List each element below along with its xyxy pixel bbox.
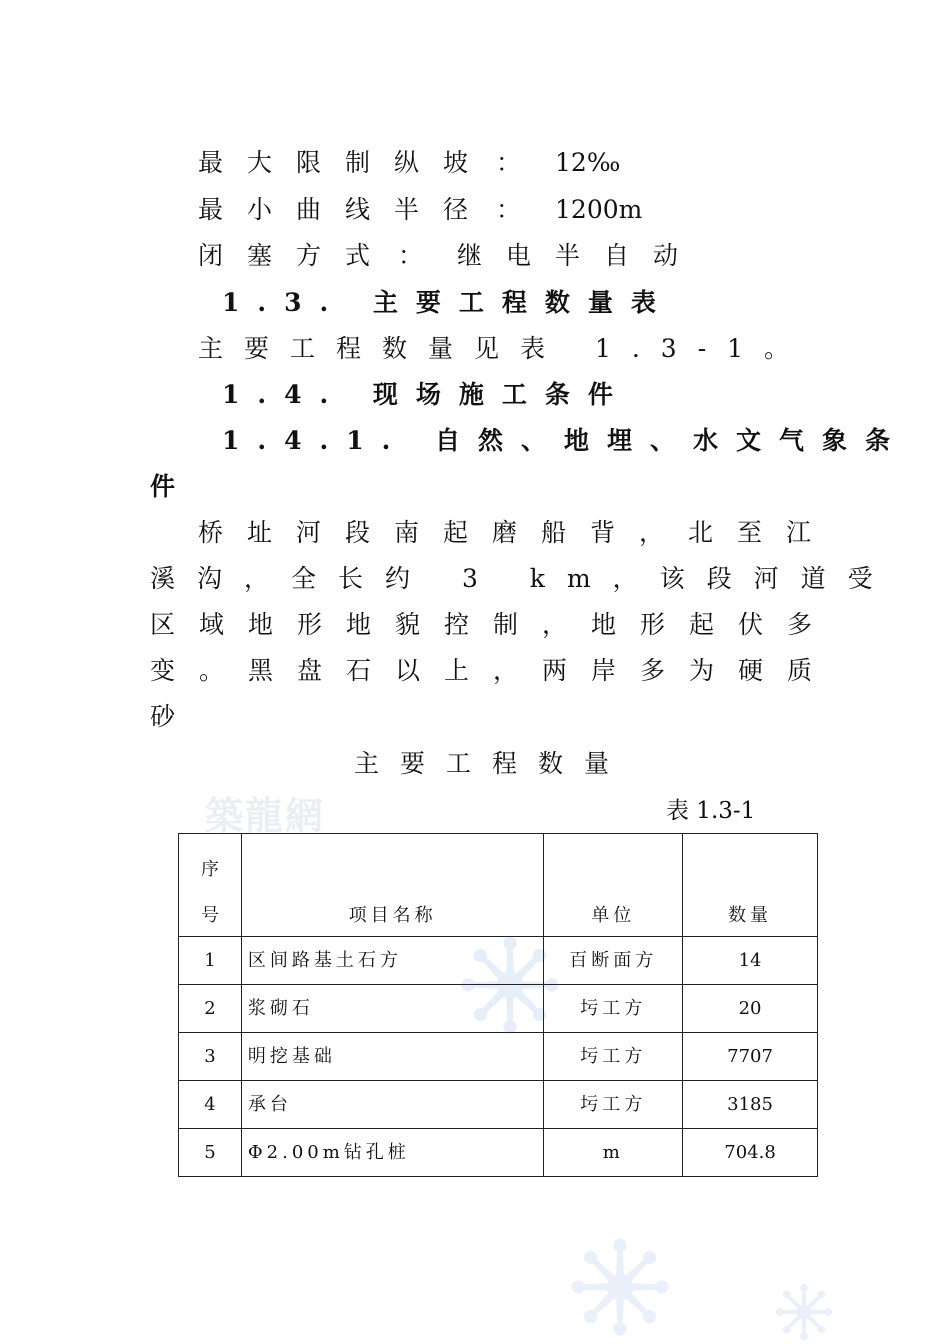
cell-seq: 4: [179, 1081, 242, 1129]
cell-unit: 圬工方: [544, 1081, 683, 1129]
section-heading-1-4-1-cont: 件: [150, 472, 176, 501]
header-seq: [179, 834, 242, 937]
section-heading-1-4: 1.4. 现场施工条件: [222, 380, 631, 409]
paragraph-line: 变。黑盘石以上，两岸多为硬质: [150, 656, 837, 685]
table-row: [179, 985, 818, 1033]
param-colon: ：: [496, 195, 522, 224]
snowflake-watermark-icon: [772, 1280, 836, 1344]
paragraph-line: 桥址河段南起磨船背，北至江: [198, 518, 836, 547]
watermark-logo: 築龍網: [205, 793, 326, 838]
quantity-table: [178, 833, 818, 1177]
cell-seq: 2: [179, 985, 242, 1033]
cell-unit: 圬工方: [544, 1033, 683, 1081]
table-title: 主要工程数量: [354, 749, 631, 778]
param-value: 1200m: [555, 195, 643, 224]
cell-qty: 14: [683, 937, 818, 985]
param-value: 继电半自动: [457, 241, 703, 270]
param-label: 最大限制纵坡: [198, 148, 493, 177]
header-qty: 数量: [683, 834, 818, 937]
snowflake-watermark-icon: [565, 1232, 675, 1342]
header-unit: 单位: [544, 834, 683, 937]
cell-name: 明挖基础: [241, 1033, 544, 1081]
cell-unit: 圬工方: [544, 985, 683, 1033]
cell-qty: 7707: [683, 1033, 818, 1081]
section-heading-1-4-1: 1.4.1. 自然、地埋、水文气象条: [222, 426, 909, 455]
cell-unit: 百断面方: [544, 937, 683, 985]
param-line: [198, 195, 642, 225]
param-colon: ：: [398, 241, 424, 270]
table-row: [179, 937, 818, 985]
paragraph-line: 溪沟，全长约 3 km，该段河道受: [150, 564, 895, 593]
header-name: 项目名称: [241, 834, 544, 937]
param-value: 12‰: [555, 148, 621, 177]
cell-seq: 3: [179, 1033, 242, 1081]
cell-unit: m: [544, 1129, 683, 1177]
section-heading-1-3: 1.3. 主要工程数量表: [222, 288, 674, 317]
paragraph-line: 砂: [150, 702, 176, 731]
cell-name: 承台: [241, 1081, 544, 1129]
param-line: [198, 241, 702, 271]
table-header-row: [179, 834, 818, 937]
cell-qty: 20: [683, 985, 818, 1033]
section-text-1-3: 主要工程数量见表 1.3-1。: [198, 334, 811, 363]
cell-name: Φ2.00m钻孔桩: [241, 1129, 544, 1177]
header-seq-bottom: 号: [200, 905, 219, 926]
header-seq-top: 序: [200, 859, 219, 880]
cell-qty: 704.8: [683, 1129, 818, 1177]
param-line: [198, 148, 620, 178]
cell-seq: 5: [179, 1129, 242, 1177]
cell-name: 区间路基土石方: [241, 937, 544, 985]
table-row: [179, 1081, 818, 1129]
table-number: 表 1.3-1: [666, 798, 756, 824]
cell-seq: 1: [179, 937, 242, 985]
paragraph-line: 区域地形地貌控制，地形起伏多: [150, 610, 837, 639]
param-label: 闭塞方式: [198, 241, 395, 270]
cell-name: 浆砌石: [241, 985, 544, 1033]
cell-qty: 3185: [683, 1081, 818, 1129]
table-row: [179, 1129, 818, 1177]
param-colon: ：: [496, 148, 522, 177]
param-label: 最小曲线半径: [198, 195, 493, 224]
table-row: [179, 1033, 818, 1081]
